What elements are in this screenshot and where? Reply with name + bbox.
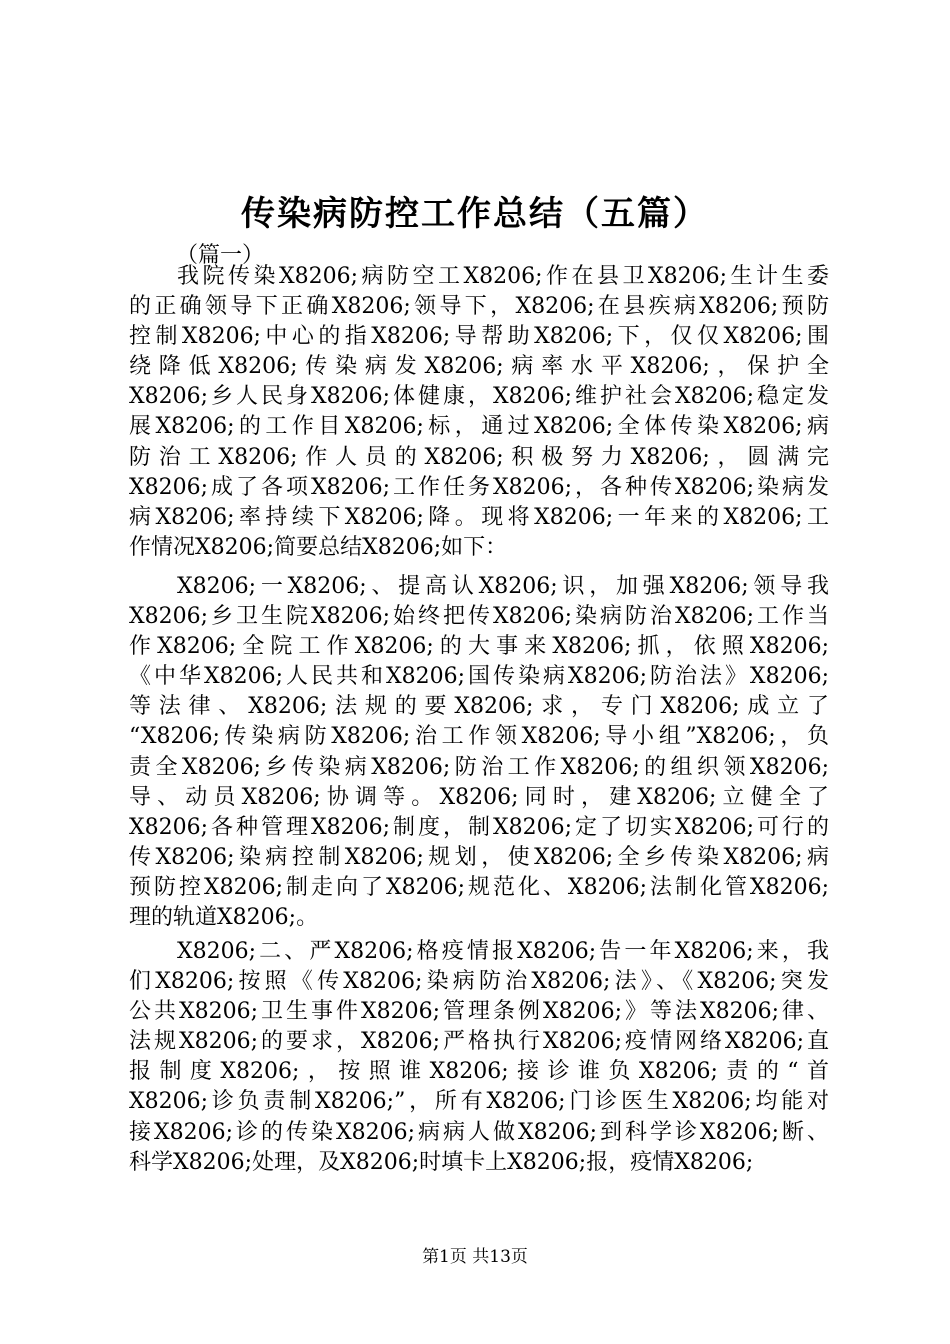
- paragraph-line: 导、动员X8206;协调等。X8206;同时，建X8206;立健全了: [129, 784, 829, 810]
- paragraph-line: 防治工X8206;作人员的X8206;积极努力X8206;，圆满完: [129, 444, 829, 470]
- paragraph-line: 作情况X8206;简要总结X8206;如下：: [129, 534, 508, 560]
- page-footer: 第1页 共13页: [422, 1247, 528, 1267]
- paragraph-line: X8206;各种管理X8206;制度，制X8206;定了切实X8206;可行的: [129, 814, 829, 840]
- section-label: （篇一）: [176, 243, 265, 268]
- paragraph-line: 传X8206;染病控制X8206;规划，使X8206;全乡传染X8206;病: [129, 844, 829, 870]
- document-title: 传染病防控工作总结（五篇）: [241, 194, 709, 234]
- paragraph-line: 控制X8206;中心的指X8206;导帮助X8206;下，仅仅X8206;围: [129, 324, 829, 350]
- paragraph-line: X8206;二、严X8206;格疫情报X8206;告一年X8206;来，我: [177, 939, 829, 964]
- paragraph-line: 科学X8206;处理，及X8206;时填卡上X8206;报，疫情X8206;: [129, 1149, 754, 1175]
- paragraph-line: X8206;成了各项X8206;工作任务X8206;，各种传X8206;染病发: [129, 474, 829, 500]
- paragraph-line: 病X8206;率持续下X8206;降。现将X8206;一年来的X8206;工: [129, 504, 829, 530]
- paragraph-line: 的正确领导下正确X8206;领导下，X8206;在县疾病X8206;预防: [129, 294, 829, 320]
- paragraph-line: 们X8206;按照《传X8206;染病防治X8206;法》、《X8206;突发: [129, 969, 829, 995]
- paragraph-line: 预防控X8206;制走向了X8206;规范化、X8206;法制化管X8206;: [129, 874, 829, 900]
- paragraph-line: X8206;乡人民身X8206;体健康，X8206;维护社会X8206;稳定发: [129, 384, 829, 410]
- paragraph-2: [129, 572, 829, 933]
- paragraph-line: 《中华X8206;人民共和X8206;国传染病X8206;防治法》X8206;: [129, 664, 829, 690]
- paragraph-line: 等法律、X8206;法规的要X8206;求，专门X8206;成立了: [129, 694, 829, 720]
- paragraph-line: 作X8206;全院工作X8206;的大事来X8206;抓，依照X8206;: [129, 634, 829, 660]
- paragraph-line: 理的轨道X8206;。: [129, 905, 319, 931]
- paragraph-line: 绕降低X8206;传染病发X8206;病率水平X8206;，保护全: [129, 354, 829, 380]
- paragraph-3: [129, 937, 829, 1178]
- paragraph-line: X8206;诊负责制X8206;”，所有X8206;门诊医生X8206;均能对: [129, 1089, 829, 1115]
- paragraph-line: “X8206;传染病防X8206;治工作领X8206;导小组”X8206;，负: [129, 724, 829, 750]
- paragraph-1: [129, 262, 829, 563]
- paragraph-line: 法规X8206;的要求，X8206;严格执行X8206;疫情网络X8206;直: [129, 1029, 829, 1055]
- paragraph-line: X8206;乡卫生院X8206;始终把传X8206;染病防治X8206;工作当: [129, 604, 829, 630]
- paragraph-line: 责全X8206;乡传染病X8206;防治工作X8206;的组织领X8206;: [129, 754, 829, 780]
- paragraph-line: 公共X8206;卫生事件X8206;管理条例X8206;》等法X8206;律、: [129, 999, 829, 1025]
- paragraph-line: 报制度X8206;，按照谁X8206;接诊谁负X8206;责的“首: [129, 1059, 829, 1085]
- paragraph-line: 展X8206;的工作目X8206;标，通过X8206;全体传染X8206;病: [129, 414, 829, 440]
- paragraph-line: 我院传染X8206;病防空工X8206;作在县卫X8206;生计生委: [177, 264, 829, 289]
- paragraph-line: 接X8206;诊的传染X8206;病病人做X8206;到科学诊X8206;断、: [129, 1119, 829, 1145]
- paragraph-line: X8206;一X8206;、提高认X8206;识，加强X8206;领导我: [177, 574, 829, 599]
